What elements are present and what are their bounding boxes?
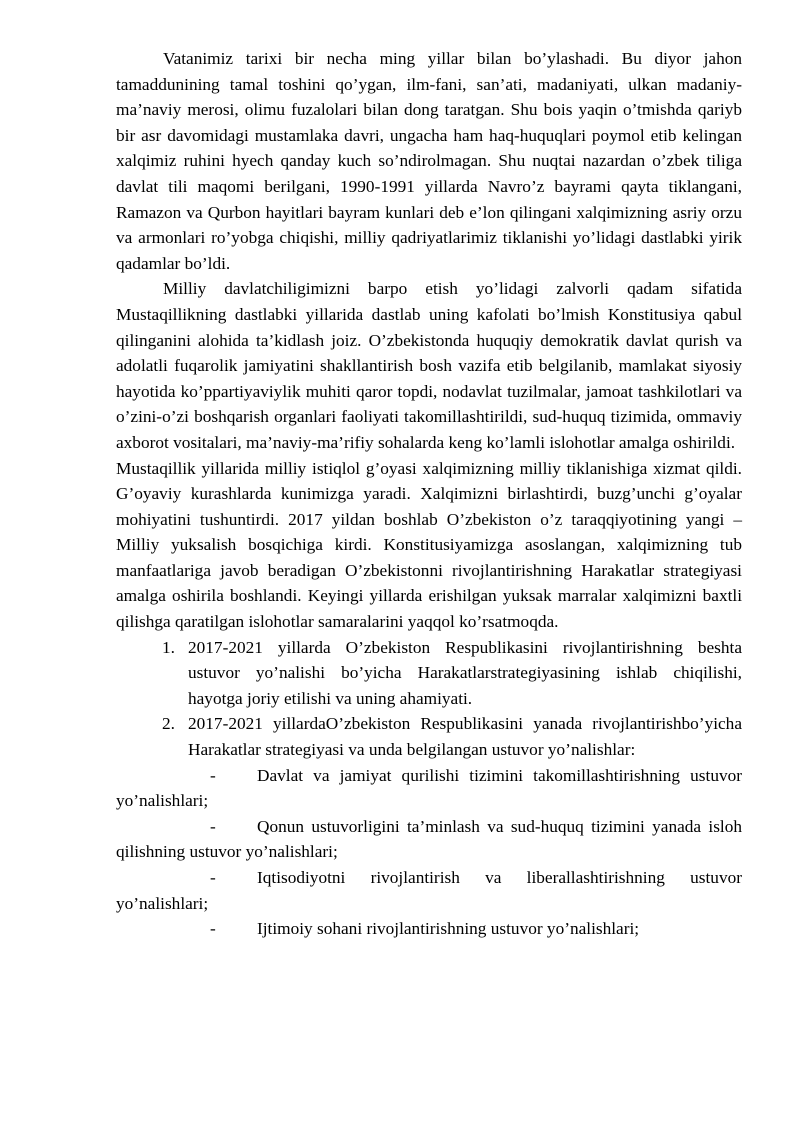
paragraph-3: Mustaqillik yillarida milliy istiqlol g’oyasi xalqimizning milliy tiklanishiga xizmat qildi. G’oyaviy kurashlarda kunimizga yaradi. Xalqimizni birlashtirdi, buzg’unchi g’oyalar mohiyatini tushuntirdi. 2017 yildan boshlab O’zbekiston o’z taraqqiyotining yangi – Milliy yuksalish bosqichiga kirdi. Konstitusiyamizga asoslangan, xalqimizning tub manfaatlariga javob beradigan O’zbekistonni rivojlantirishning Harakatlar strategiyasi amalga oshirila boshlandi. Keyingi yillarda erishilgan yuksak marralar xalqimizni baxtli qilishga qaratilgan islohotlar samaralarini yaqqol ko’rsatmoqda. [116, 458, 742, 632]
list-item-text: 2017-2021 yillarda O’zbekiston Respublikasini rivojlantirishning beshta ustuvor yo’nalishi bo’yicha Harakatlarstrategiyasining ishlab chiqilishi, hayotga joriy etilishi va uning ahamiyati. [188, 637, 742, 708]
dash-marker: - [210, 765, 216, 785]
document-page [116, 46, 742, 942]
dash-marker: - [210, 919, 216, 939]
dash-list-item [116, 763, 742, 814]
dash-list-item [116, 865, 742, 916]
paragraph-2: Milliy davlatchiligimizni barpo etish yo’lidagi zalvorli qadam sifatida Mustaqillikning dastlabki yillarida dastlab uning kafolati bo’lmish Konstitusiya qabul qilinganini alohida ta’kidlash joiz. O’zbekistonda huquqiy demokratik davlat qurish va adolatli fuqarolik jamiyatini shakllantirish bosh vazifa etib belgilanib, mamlakat siyosiy hayotida ko’ppartiyaviylik muhiti qaror topdi, nodavlat tuzilmalar, jamoat tashkilotlari va o’zini-o’zi boshqarish organlari faoliyati takomillashtirildi, sud-huquq tizimida, ommaviy axborot vositalari, ma’naviy-ma’rifiy sohalarda keng ko’lamli islohotlar amalga oshirildi. [116, 279, 742, 452]
numbered-list [116, 635, 742, 763]
dash-list [116, 763, 742, 942]
dash-item-text: Qonun ustuvorligini ta’minlash va sud-huquq tizimini yanada isloh qilishning ustuvor yo’nalishlari; [116, 816, 742, 862]
dash-item-text: Davlat va jamiyat qurilishi tizimini takomillashtirishning ustuvor yo’nalishlari; [116, 765, 742, 811]
dash-marker: - [210, 816, 216, 836]
paragraph-1: Vatanimiz tarixi bir necha ming yillar bilan bo’ylashadi. Bu diyor jahon tamaddunining tamal toshini qo’ygan, ilm-fani, san’ati, madaniyati, ulkan madaniy-ma’naviy merosi, olimu fuzalolari bilan dong taratgan. Shu bois yaqin o’tmishda qariyb bir asr davomidagi mustamlaka davri, ungacha ham haq-huquqlari poymol etib kelingan xalqimiz ruhini hyech qanday kuch so’ndirolmagan. Shu nuqtai nazardan o’zbek tiliga davlat tili maqomi berilgani, 1990-1991 yillarda Navro’z bayrami qayta tiklangani, Ramazon va Qurbon hayitlari bayram kunlari deb e’lon qilingani xalqimizning asriy orzu va armonlari ro’yobga chiqishi, milliy qadriyatlarimiz tiklanishi yo’lidagi dastlabki yirik qadamlar bo’ldi. [116, 49, 742, 273]
dash-item-text: Iqtisodiyotni rivojlantirish va liberallashtirishning ustuvor yo’nalishlari; [116, 868, 742, 913]
list-number: 2. [162, 714, 175, 734]
numbered-list-item [116, 635, 742, 712]
dash-list-item [116, 814, 742, 865]
numbered-list-item [116, 711, 742, 762]
list-number: 1. [162, 637, 175, 657]
dash-list-item [116, 916, 742, 942]
dash-item-text: Ijtimoiy sohani rivojlantirishning ustuvor yo’nalishlari; [257, 919, 640, 939]
list-item-text: 2017-2021 yillardaO’zbekiston Respublikasini yanada rivojlantirishbo’yicha Harakatlar strategiyasi va unda belgilangan ustuvor yo’nalishlar: [188, 714, 742, 760]
dash-marker: - [210, 868, 216, 887]
